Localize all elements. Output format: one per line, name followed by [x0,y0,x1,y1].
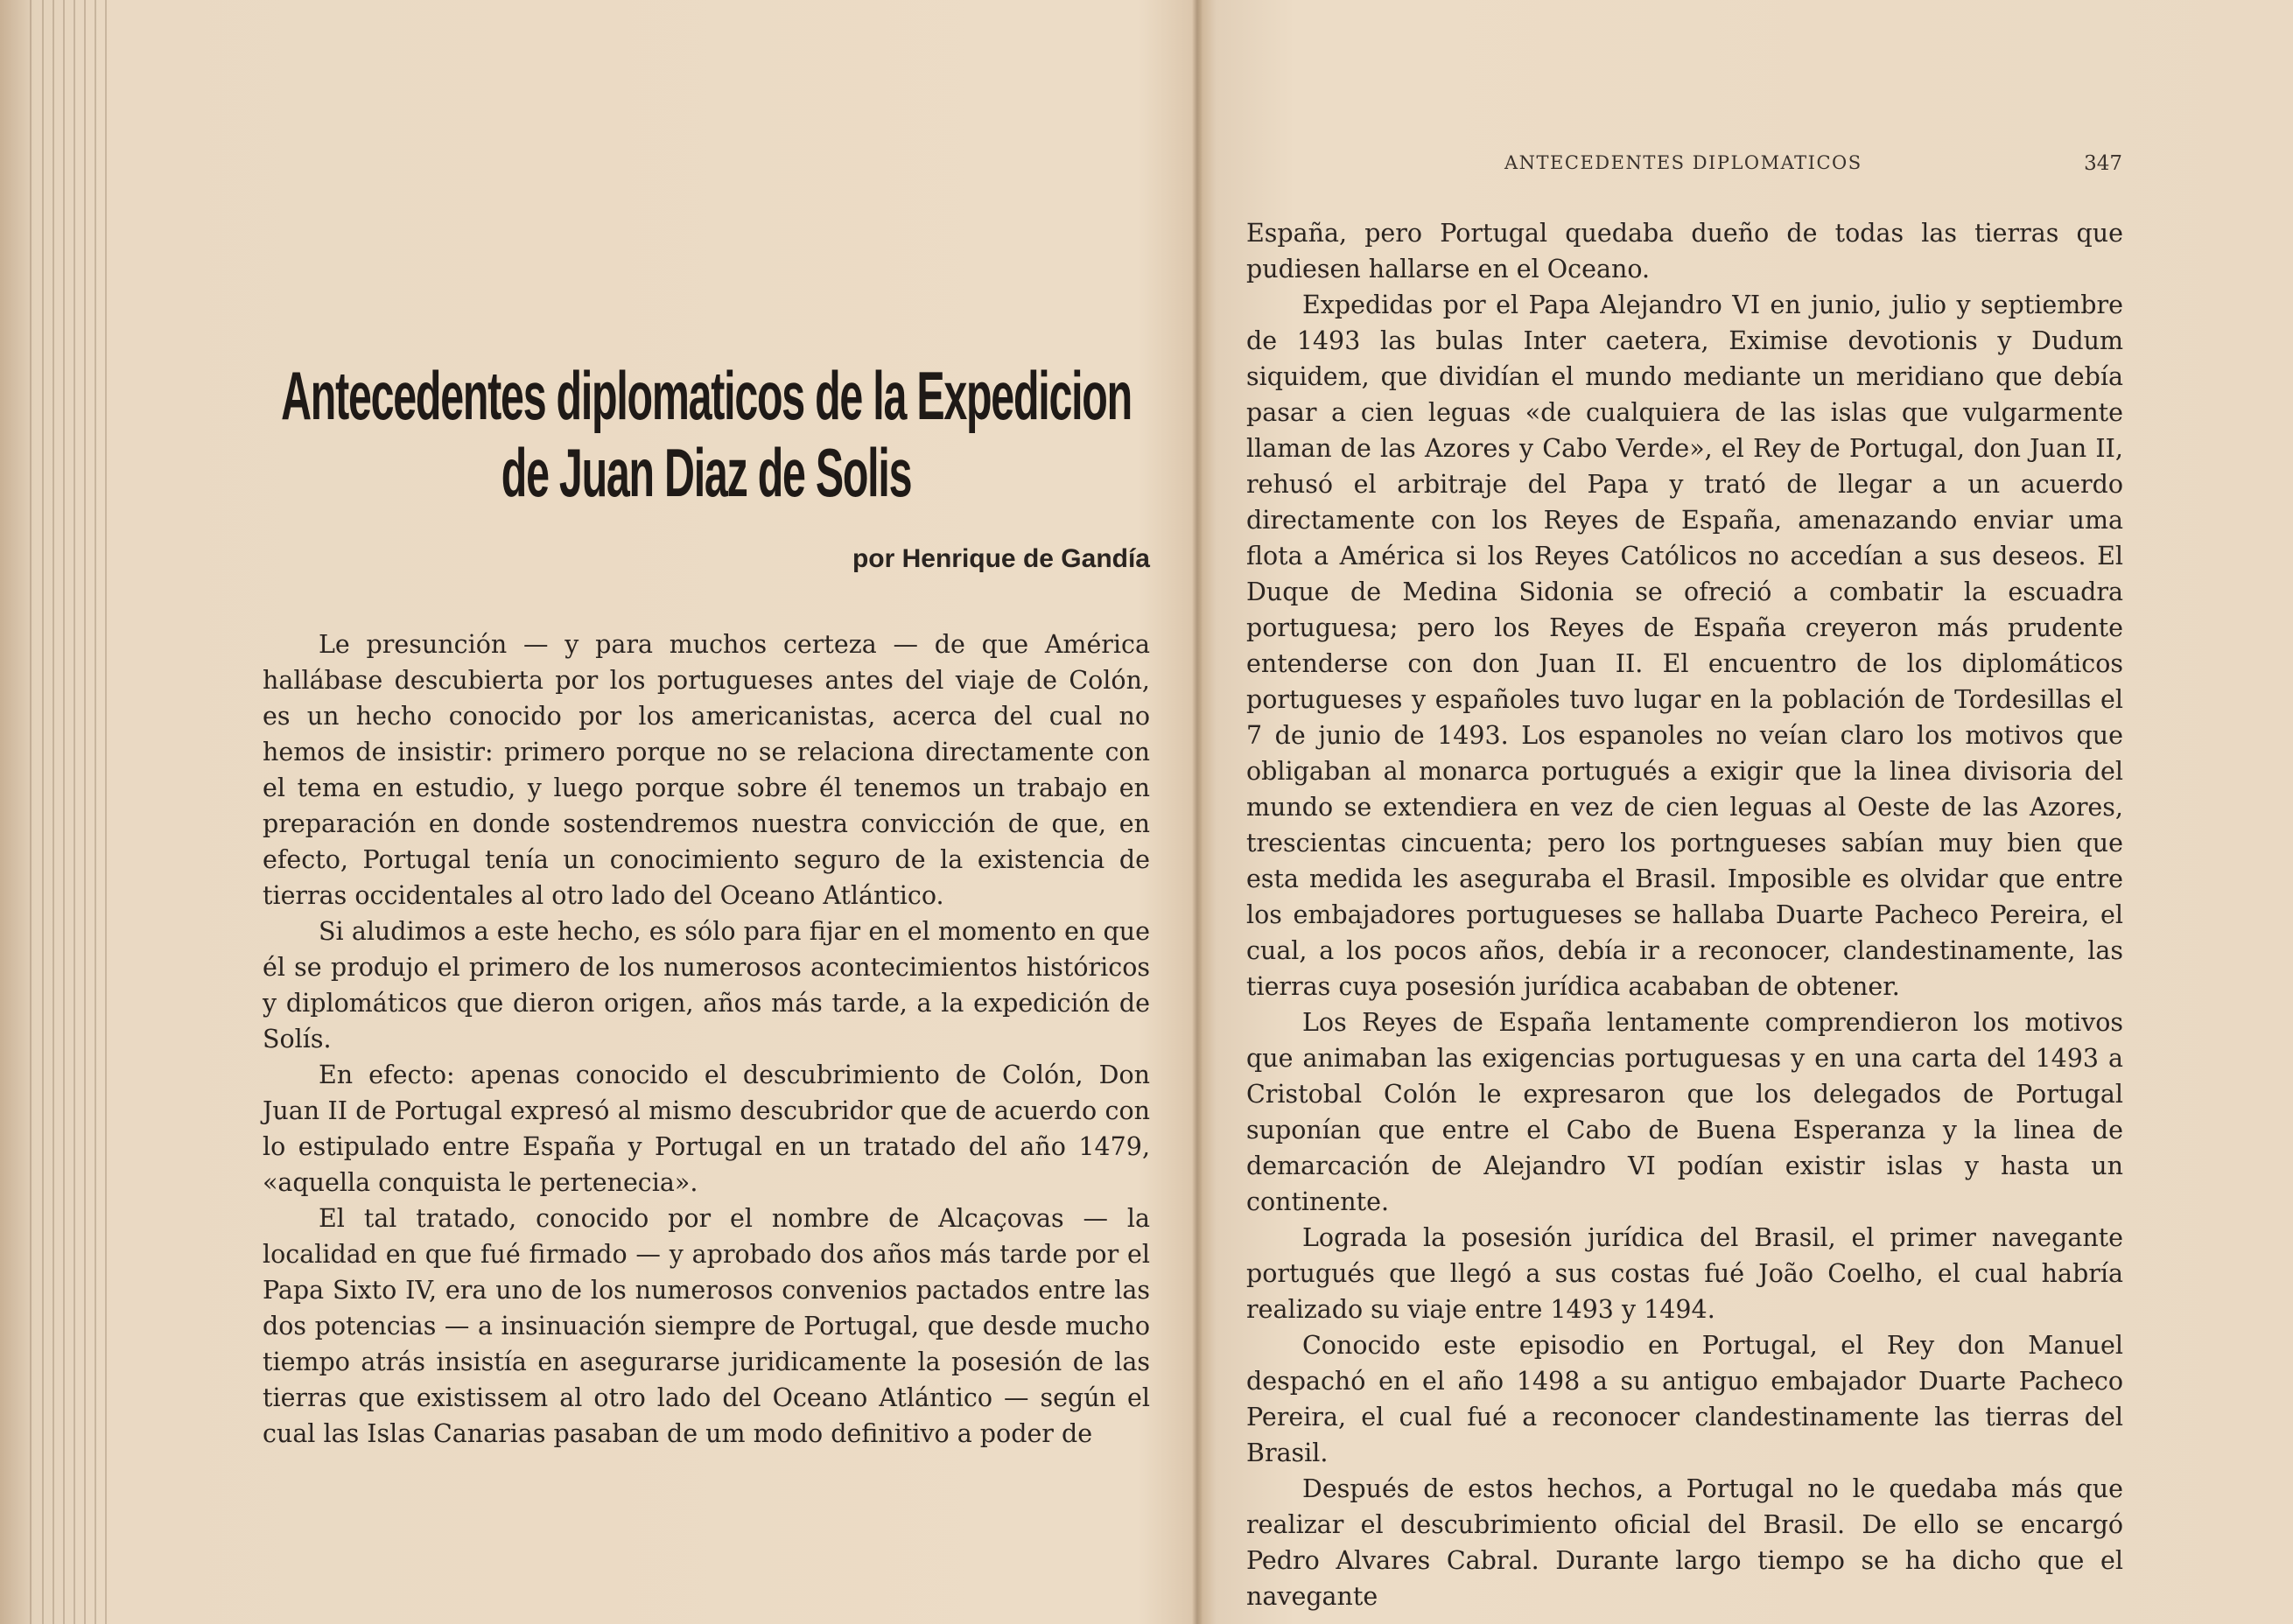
article-title: Antecedentes diplomaticos de la Expedicion de Juan Diaz de Solis [281,357,1132,511]
left-page [263,332,1150,1452]
paragraph: Le presunción — y para muchos certeza — de que América hallábase descubierta por los portugueses antes del viaje de Colón, es un hecho conocido por los americanistas, acerca del cual no hemos de insistir: primero porque no se relaciona directamente con el tema en estudio, y luego porque sobre él tenemos un trabajo en preparación en donde sostendremos nuestra convicción de que, en efecto, Portugal tenía un conocimiento seguro de la existencia de tierras occidentales al otro lado del Oceano Atlántico. [263,630,1150,910]
page-number: 347 [2084,152,2122,175]
left-page-body [263,626,1150,1452]
paragraph: Los Reyes de España lentamente comprendieron los motivos que animaban las exigencias portuguesas y en una carta del 1493 a Cristobal Colón le expresaron que los delegados de Portugal suponían que entre el Cabo de Buena Esperanza y la linea de demarcación de Alejandro VI podían existir islas y hasta un continente. [1246,1008,2123,1216]
paragraph: El tal tratado, conocido por el nombre de Alcaçovas — la localidad en que fué firmado — y aprobado dos años más tarde por el Papa Sixto IV, era uno de los numerosos convenios pactados entre las dos potencias — a insinuación siempre de Portugal, que desde mucho tiempo atrás insistía en asegurarse juridicamente la posesión de las tierras que existissem al otro lado del Oceano Atlántico — según el cual las Islas Canarias pasaban de um modo definitivo a poder de [263,1204,1150,1448]
author-byline: por Henrique de Gandía [852,544,1150,573]
paragraph: En efecto: apenas conocido el descubrimiento de Colón, Don Juan II de Portugal expresó al mismo descubridor que de acuerdo con lo estipulado entre España y Portugal en un tratado del año 1479, «aquella conquista le pertenecia». [263,1060,1150,1197]
book-gutter [1192,0,1203,1624]
continued-paragraph: España, pero Portugal quedaba dueño de todas las tierras que pudiesen hallarse en el Oceano. [1246,219,2123,284]
paragraph: Conocido este episodio en Portugal, el Rey don Manuel despachó en el año 1498 a su antiguo embajador Duarte Pacheco Pereira, el cual fué a reconocer clandestinamente las tierras del Brasil. [1246,1331,2123,1467]
right-page-body [1246,215,2123,1614]
paragraph: Expedidas por el Papa Alejandro VI en junio, julio y septiembre de 1493 las bulas Inter caetera, Eximise devotionis y Dudum siquidem, que dividían el mundo mediante un meridiano que debía pasar a cien leguas «de cualquiera de las islas que vulgarmente llaman de las Azores y Cabo Verde», el Rey de Portugal, don Juan II, rehusó el arbitraje del Papa y trató de llegar a un acuerdo directamente con los Reyes de España, amenazando enviar uma flota a América si los Reyes Católicos no accedían a sus deseos. El Duque de Medina Sidonia se ofreció a combatir la escuadra portuguesa; pero los Reyes de España creyeron más prudente entenderse con don Juan II. El encuentro de los diplomáticos portugueses y españoles tuvo lugar en la población de Tordesillas el 7 de junio de 1493. Los espanoles no veían claro los motivos que obligaban al monarca portugués a exigir que la linea divisoria del mundo se extendiera en vez de cien leguas al Oeste de las Azores, trescientas cincuenta; pero los portngueses sabían muy bien que esta medida les aseguraba el Brasil. Imposible es olvidar que entre los embajadores portugueses se hallaba Duarte Pacheco Pereira, el cual, a los pocos años, debía ir a reconocer, clandestinamente, las tierras cuya posesión jurídica acababan de obtener. [1246,290,2123,1001]
paragraph: Después de estos hechos, a Portugal no le quedaba más que realizar el descubrimiento oficial del Brasil. De ello se encargó Pedro Alvares Cabral. Durante largo tiempo se ha dicho que el navegante [1246,1474,2123,1611]
running-head-title: ANTECEDENTES DIPLOMATICOS [1504,152,1862,173]
paragraph: Lograda la posesión jurídica del Brasil, el primer navegante portugués que llegó a sus costas fué João Coelho, el cual habría realizado su viaje entre 1493 y 1494. [1246,1223,2123,1324]
page-edges [0,0,114,1624]
paragraph: Si aludimos a este hecho, es sólo para fijar en el momento en que él se produjo el primero de los numerosos acontecimientos históricos y diplomáticos que dieron origen, años más tarde, a la expedición de Solís. [263,917,1150,1054]
